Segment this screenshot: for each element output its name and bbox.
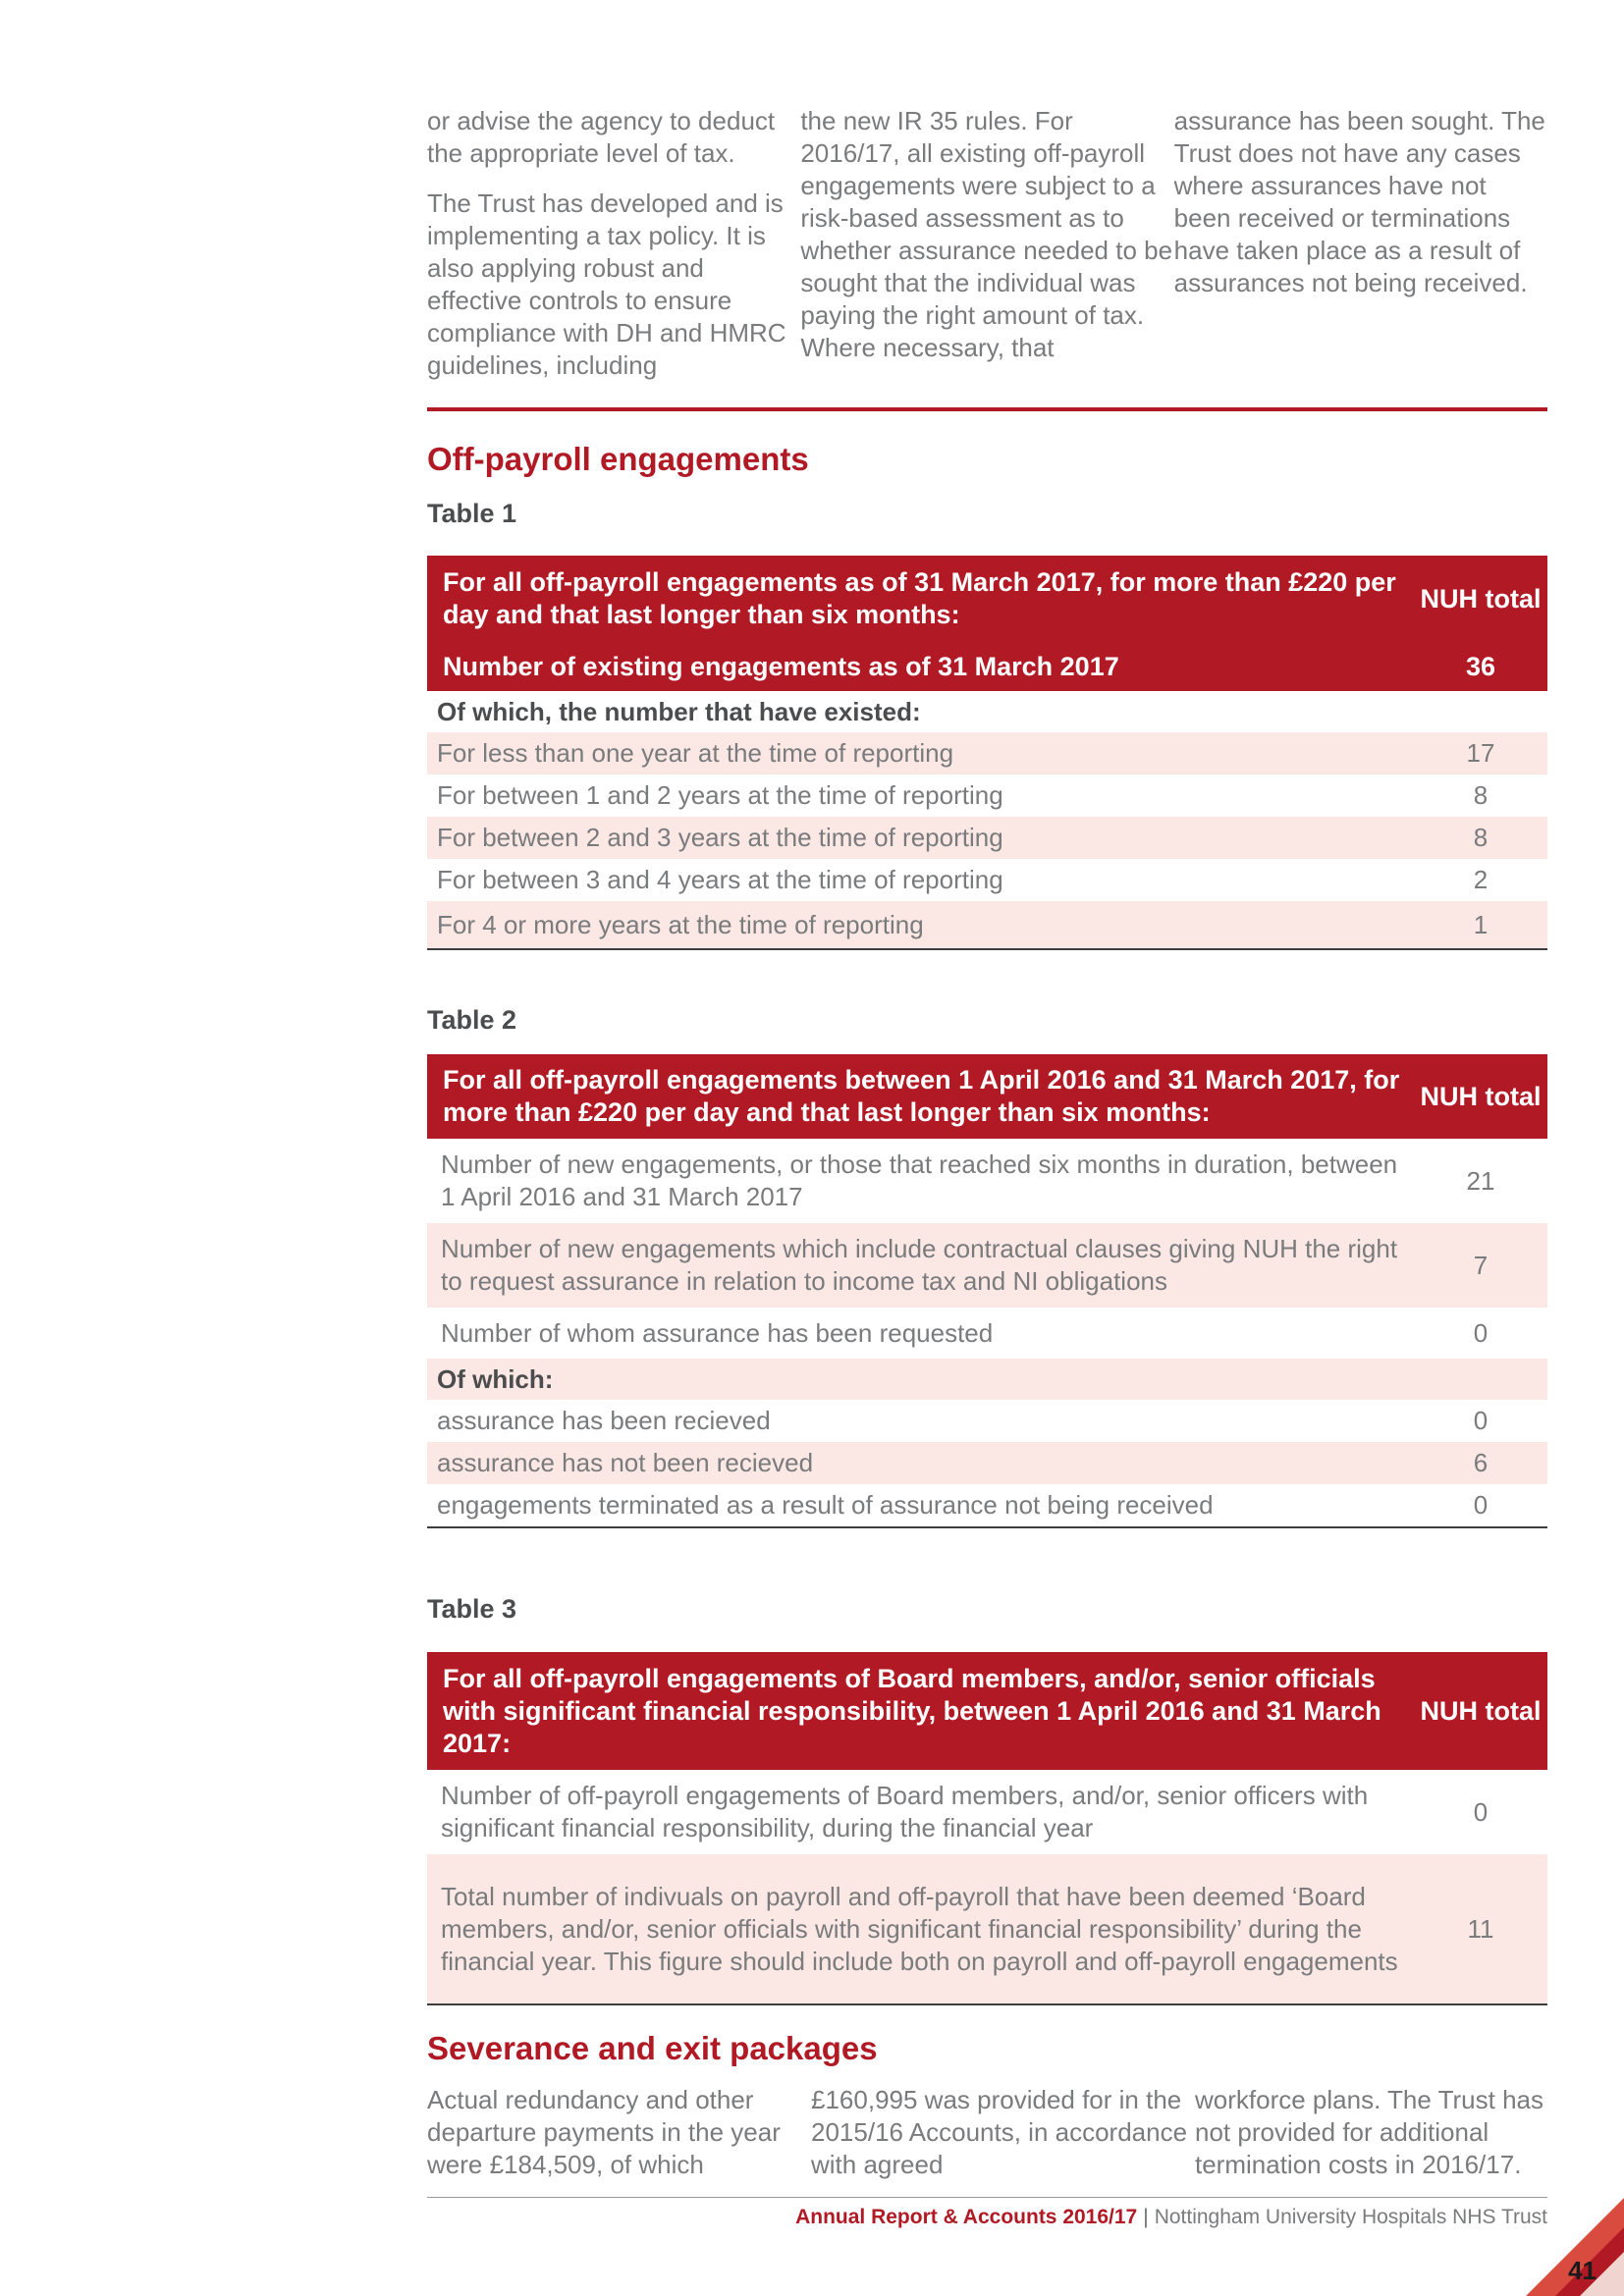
table3-header-col: NUH total <box>1414 1652 1547 1770</box>
table3-row-value: 11 <box>1414 1854 1547 2004</box>
table-row <box>427 732 1547 774</box>
table1-row-label: For less than one year at the time of reporting <box>427 732 1414 774</box>
table-row <box>427 817 1547 859</box>
table1-existing-label: Number of existing engagements as of 31 March 2017 <box>427 642 1414 691</box>
table2-row-value: 0 <box>1473 1317 1489 1348</box>
table1-row-value: 1 <box>1414 901 1547 949</box>
table3-header: For all off-payroll engagements of Board members, and/or, senior officials with significant financial responsibility, between 1 April 2016 and 31 March 2017: <box>427 1652 1414 1770</box>
intro-columns <box>427 105 1547 400</box>
intro-col1-para1: or advise the agency to deduct the appropriate level of tax. <box>427 106 776 168</box>
table3 <box>427 1652 1547 2005</box>
table1-header: For all off-payroll engagements as of 31 March 2017, for more than £220 per day and that last longer than six months: <box>427 556 1414 642</box>
table-row <box>427 1308 1547 1359</box>
section-divider <box>427 407 1547 411</box>
table2-row-value: 21 <box>1466 1165 1495 1196</box>
table2-header: For all off-payroll engagements between 1 April 2016 and 31 March 2017, for more than £220 per day and that last longer than six months: <box>427 1054 1414 1139</box>
footer-separator: | <box>1143 2206 1149 2228</box>
table2-subrow-label: engagements terminated as a result of assurance not being received <box>437 1490 1214 1520</box>
table1-row-value: 17 <box>1414 732 1547 774</box>
table1-sub-label: Of which, the number that have existed: <box>437 696 921 726</box>
table2-subrow-value: 6 <box>1414 1442 1547 1484</box>
severance-col1-para: Actual redundancy and other departure payments in the year were £184,509, of which <box>427 2085 781 2179</box>
table2-sub-label: Of which: <box>427 1359 1414 1400</box>
intro-col3-para: assurance has been sought. The Trust does not have any cases where assurances have not been received or terminations have taken place as a result of assurances not being received. <box>1173 106 1545 297</box>
table3-row-label: Total number of indivuals on payroll and off-payroll that have been deemed ‘Board members, and/or, senior officials with significant financial responsibility’ during the financial year. This figure should include both on payroll and off-payroll engagements <box>427 1854 1414 2004</box>
table1-row-value: 8 <box>1473 780 1489 810</box>
table-row <box>427 1770 1547 1854</box>
table2-subrow-label: assurance has been recieved <box>437 1406 771 1435</box>
table-row <box>427 774 1547 817</box>
severance-col3-para: workforce plans. The Trust has not provided for additional termination costs in 2016/17. <box>1195 2085 1544 2179</box>
table2-subrow-value: 0 <box>1473 1406 1489 1435</box>
intro-column-3 <box>1174 105 1547 400</box>
table1-existing-value: 36 <box>1414 642 1547 691</box>
table-row <box>427 901 1547 949</box>
table1-row-label: For between 1 and 2 years at the time of reporting <box>437 780 1003 810</box>
table2-row-label: Number of whom assurance has been requested <box>441 1317 994 1348</box>
footer-divider <box>427 2197 1547 2198</box>
table2-label: Table 2 <box>427 1005 517 1035</box>
footer-report-title: Annual Report & Accounts 2016/17 <box>795 2206 1138 2228</box>
table2 <box>427 1054 1547 1528</box>
severance-column-2 <box>811 2084 1195 2199</box>
table1-header-col: NUH total <box>1414 556 1547 642</box>
table1-row-label: For between 3 and 4 years at the time of reporting <box>437 865 1003 894</box>
intro-column-2 <box>800 105 1173 400</box>
page-number: 41 <box>1568 2256 1597 2285</box>
table1-row-value: 8 <box>1414 817 1547 859</box>
intro-col1-para2: The Trust has developed and is implementing a tax policy. It is also applying robust and effective controls to ensure compliance with DH and HMRC guidelines, including <box>427 188 786 380</box>
table1-label: Table 1 <box>427 499 517 528</box>
footer-organisation: Nottingham University Hospitals NHS Trust <box>1154 2206 1547 2228</box>
severance-column-3 <box>1195 2084 1547 2199</box>
table3-label: Table 3 <box>427 1594 517 1624</box>
table1-row-label: For between 2 and 3 years at the time of reporting <box>427 817 1414 859</box>
table2-subrow-value: 0 <box>1473 1490 1489 1520</box>
table-row <box>427 1854 1547 2004</box>
intro-col2-para: the new IR 35 rules. For 2016/17, all existing off-payroll engagements were subject to a risk-based assessment as to whether assurance needed to be sought that the individual was paying the right amount of tax. Where necessary, that <box>800 106 1173 362</box>
section-title-severance: Severance and exit packages <box>427 2030 878 2066</box>
section-title-off-payroll: Off-payroll engagements <box>427 441 809 477</box>
severance-col2-para: £160,995 was provided for in the 2015/16 Accounts, in accordance with agreed <box>811 2085 1188 2179</box>
table-row <box>427 1139 1547 1223</box>
table1 <box>427 556 1547 950</box>
table3-row-label: Number of off-payroll engagements of Board members, and/or, senior officers with significant financial responsibility, during the financial year <box>441 1781 1369 1842</box>
table1-row-value: 2 <box>1473 865 1489 894</box>
table2-header-col: NUH total <box>1414 1054 1547 1139</box>
table1-row-label: For 4 or more years at the time of reporting <box>427 901 1414 949</box>
table3-row-value: 0 <box>1473 1796 1489 1827</box>
severance-columns <box>427 2084 1547 2199</box>
footer <box>795 2206 1547 2229</box>
table-row <box>427 859 1547 901</box>
intro-column-1 <box>427 105 800 400</box>
table2-subrow-label: assurance has not been recieved <box>427 1442 1414 1484</box>
table-row <box>427 1223 1547 1308</box>
table2-row-value: 7 <box>1414 1223 1547 1308</box>
table2-row-label: Number of new engagements which include contractual clauses giving NUH the right to request assurance in relation to income tax and NI obligations <box>427 1223 1414 1308</box>
table2-row-label: Number of new engagements, or those that reached six months in duration, between 1 April 2016 and 31 March 2017 <box>441 1149 1398 1211</box>
table-row <box>427 1400 1547 1442</box>
severance-column-1 <box>427 2084 811 2199</box>
table-row <box>427 1442 1547 1484</box>
table-row <box>427 1484 1547 1527</box>
